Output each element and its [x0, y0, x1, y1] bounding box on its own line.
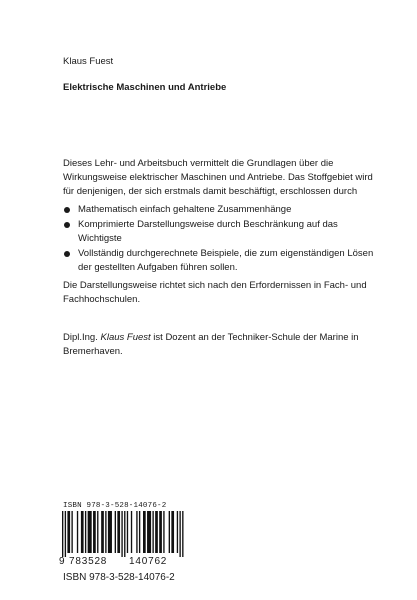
author-name: Klaus Fuest: [63, 56, 114, 67]
barcode-bar: [77, 511, 78, 553]
barcode-bar: [65, 511, 66, 557]
barcode-bar: [121, 511, 122, 557]
barcode-bar: [93, 511, 96, 553]
barcode-bar: [124, 511, 125, 557]
feature-text: Vollständig durchgerechnete Beispiele, die zum eigenständigen Lösen der gestellten Aufgaben führen sollen.: [78, 248, 374, 273]
barcode-bar: [169, 511, 170, 553]
bio-prefix: Dipl.Ing.: [63, 332, 101, 343]
feature-item: [63, 203, 383, 217]
barcode-bar: [143, 511, 146, 553]
barcode-bar: [62, 511, 63, 557]
author-bio: [63, 331, 383, 359]
barcode-bar: [71, 511, 72, 553]
barcode-digits: [59, 556, 191, 567]
barcode-bar: [155, 511, 158, 553]
barcode-isbn-label: ISBN 978-3-528-14076-2: [63, 502, 167, 510]
book-description: [63, 157, 383, 307]
barcode-bar: [81, 511, 84, 553]
feature-text: Komprimierte Darstellungsweise durch Beschränkung auf das Wichtigste: [78, 219, 338, 244]
barcode-bar: [177, 511, 178, 553]
bullet-icon: [64, 207, 70, 213]
feature-text: Mathematisch einfach gehaltene Zusammenhänge: [78, 204, 292, 215]
feature-list: [63, 203, 383, 275]
barcode-bar: [97, 511, 98, 553]
barcode-digit-group-1: 783528: [69, 556, 108, 567]
bio-author-name: Klaus Fuest: [100, 332, 151, 343]
barcode-bar: [131, 511, 132, 553]
barcode-bar: [101, 511, 104, 553]
barcode-bar: [163, 511, 164, 553]
description-outro: Die Darstellungsweise richtet sich nach den Erfordernissen in Fach- und Fachhochschulen.: [63, 280, 367, 305]
barcode-digit-group-2: 140762: [129, 556, 168, 567]
barcode: [60, 511, 190, 557]
isbn-number: ISBN 978-3-528-14076-2: [63, 572, 175, 583]
barcode-bar: [85, 511, 86, 553]
barcode-digit-lead: 9: [59, 556, 65, 567]
barcode-bar: [182, 511, 183, 557]
barcode-bar: [88, 511, 92, 553]
barcode-bar: [152, 511, 153, 553]
description-intro: Dieses Lehr- und Arbeitsbuch vermittelt die Grundlagen über die Wirkungsweise elektrischer Maschinen und Antriebe. Das Stoffgebiet wird für denjenigen, der sich erstmals damit beschäftigt, erschlossen durch: [63, 158, 373, 197]
book-title: Elektrische Maschinen und Antriebe: [63, 82, 227, 93]
barcode-bar: [179, 511, 180, 557]
feature-item: [63, 247, 383, 275]
bullet-icon: [64, 251, 70, 257]
barcode-bar: [67, 511, 70, 553]
barcode-bar: [147, 511, 151, 553]
barcode-bar: [127, 511, 128, 553]
barcode-bar: [108, 511, 112, 553]
barcode-bar: [171, 511, 174, 553]
barcode-bar: [117, 511, 120, 553]
barcode-bar: [159, 511, 162, 553]
barcode-bar: [136, 511, 137, 553]
bullet-icon: [64, 222, 70, 228]
bio-text: ist Dozent an der Techniker-Schule der Marine in Bremerhaven.: [63, 332, 359, 357]
barcode-bar: [139, 511, 140, 553]
feature-item: [63, 218, 383, 246]
barcode-bar: [105, 511, 106, 553]
barcode-bar: [115, 511, 116, 553]
